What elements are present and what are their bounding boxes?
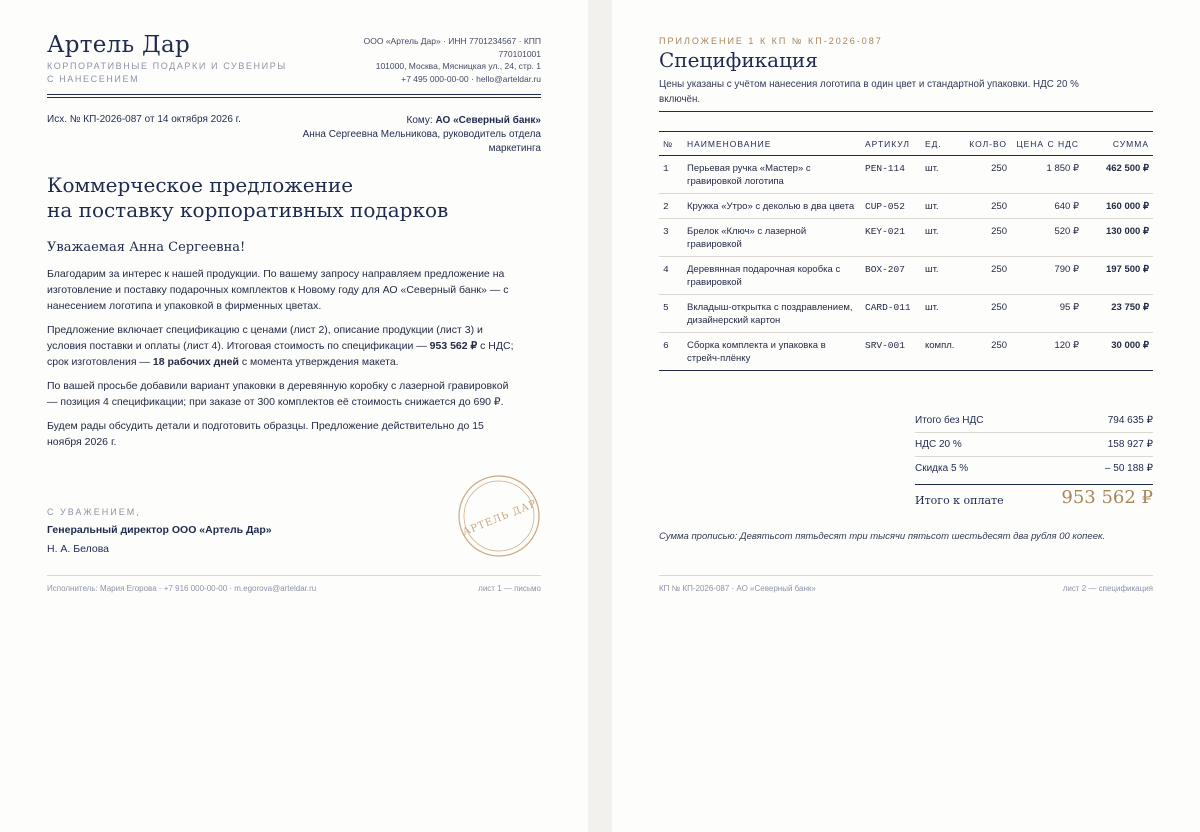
cell-sum: 130 000 ₽ xyxy=(1083,219,1153,257)
subtotal-label: Итого без НДС xyxy=(915,415,984,426)
cell-name: Брелок «Ключ» с лазерной гравировкой xyxy=(683,219,861,257)
discount-label: Скидка 5 % xyxy=(915,463,969,474)
stamp-text: АРТЕЛЬ ДАР xyxy=(461,498,539,539)
paragraph-intro: Благодарим за интерес к нашей продукции. По вашему запросу направляем предложение на изготовление и поставку подарочных комплектов к Новому году для АО «Северный банк» — с нанесением логотипа и упаковкой в фирменных цветах. xyxy=(47,268,509,312)
recipient-company: АО «Северный банк» xyxy=(435,115,541,126)
cell-number: 3 xyxy=(659,219,683,257)
cell-qty: 250 xyxy=(961,156,1011,194)
col-header-name: НАИМЕНОВАНИЕ xyxy=(683,132,861,156)
table-row xyxy=(659,333,1153,371)
col-header-price: ЦЕНА С НДС xyxy=(1011,132,1083,156)
company-requisites xyxy=(351,35,541,85)
cell-name: Кружка «Утро» с деколью в два цвета xyxy=(683,194,861,219)
cell-qty: 250 xyxy=(961,295,1011,333)
vat-label: НДС 20 % xyxy=(915,439,962,450)
cell-qty: 250 xyxy=(961,257,1011,295)
spec-table xyxy=(659,131,1153,371)
appendix-label: ПРИЛОЖЕНИЕ 1 К КП № КП-2026-087 xyxy=(659,36,883,46)
cell-sum: 462 500 ₽ xyxy=(1083,156,1153,194)
grand-total-label: Итого к оплате xyxy=(915,494,1004,507)
subtotal-row xyxy=(915,410,1153,433)
cell-qty: 250 xyxy=(961,333,1011,371)
grand-total-value: 953 562 ₽ xyxy=(1061,487,1153,508)
cell-name: Сборка комплекта и упаковка в стрейч-плёнку xyxy=(683,333,861,371)
table-row xyxy=(659,194,1153,219)
letter-page xyxy=(0,0,588,832)
cell-price: 790 ₽ xyxy=(1011,257,1083,295)
cell-number: 4 xyxy=(659,257,683,295)
cell-sum: 197 500 ₽ xyxy=(1083,257,1153,295)
recipient-person: Анна Сергеевна Мельникова, руководитель отдела маркетинга xyxy=(302,129,541,154)
sign-position: Генеральный директор ООО «Артель Дар» xyxy=(47,524,272,536)
cell-unit: шт. xyxy=(921,219,961,257)
outgoing-reference: Исх. № КП-2026-087 от 14 октября 2026 г. xyxy=(47,114,241,125)
sign-caption: С УВАЖЕНИЕМ, xyxy=(47,507,141,517)
letter-title xyxy=(47,173,448,223)
cell-price: 640 ₽ xyxy=(1011,194,1083,219)
vat-value: 158 927 ₽ xyxy=(1107,439,1153,450)
header-divider xyxy=(47,94,541,98)
cell-sku: KEY-021 xyxy=(861,219,921,257)
footer-divider xyxy=(659,575,1153,576)
cell-unit: шт. xyxy=(921,295,961,333)
amount-in-words: Сумма прописью: Девятьсот пятьдесят три тысячи пятьсот шестьдесят два рубля 00 копеек. xyxy=(659,531,1106,542)
cell-sum: 30 000 ₽ xyxy=(1083,333,1153,371)
col-header-number: № xyxy=(659,132,683,156)
cell-price: 95 ₽ xyxy=(1011,295,1083,333)
cell-number: 1 xyxy=(659,156,683,194)
company-tagline: КОРПОРАТИВНЫЕ ПОДАРКИ И СУВЕНИРЫ С НАНЕСЕНИЕМ xyxy=(47,61,287,84)
cell-sku: PEN-114 xyxy=(861,156,921,194)
col-header-sum: СУММА xyxy=(1083,132,1153,156)
sign-name: Н. А. Белова xyxy=(47,543,110,555)
requisites-line: ООО «Артель Дар» · ИНН 7701234567 · КПП 770101001 xyxy=(363,36,541,59)
footer-divider xyxy=(47,575,541,576)
company-stamp xyxy=(457,474,541,558)
letter-title-line: Коммерческое предложение xyxy=(47,173,354,197)
col-header-unit: ЕД. xyxy=(921,132,961,156)
total-amount: 953 562 ₽ xyxy=(429,340,478,352)
cell-number: 6 xyxy=(659,333,683,371)
cell-unit: компл. xyxy=(921,333,961,371)
col-header-qty: КОЛ-ВО xyxy=(961,132,1011,156)
greeting: Уважаемая Анна Сергеевна! xyxy=(47,240,246,255)
table-row xyxy=(659,156,1153,194)
spec-note: Цены указаны с учётом нанесения логотипа в один цвет и стандартной упаковки. НДС 20 % включён. xyxy=(659,79,1079,105)
paragraph-text: с момента утверждения макета. xyxy=(241,356,399,368)
recipient-block xyxy=(281,114,541,156)
vat-row xyxy=(915,434,1153,457)
requisites-line: 101000, Москва, Мясницкая ул., 24, стр. 1 xyxy=(375,61,541,71)
paragraph-packaging: По вашей просьбе добавили вариант упаковки в деревянную коробку с лазерной гравировкой — позиция 4 спецификации; при заказе от 300 комплектов её стоимость снижается до 690 ₽. xyxy=(47,380,509,408)
footer-page-label: лист 2 — спецификация xyxy=(1062,584,1153,593)
cell-name: Перьевая ручка «Мастер» с гравировкой логотипа xyxy=(683,156,861,194)
cell-sum: 23 750 ₽ xyxy=(1083,295,1153,333)
cell-unit: шт. xyxy=(921,194,961,219)
footer-page-label: лист 1 — письмо xyxy=(478,584,541,593)
cell-price: 1 850 ₽ xyxy=(1011,156,1083,194)
cell-price: 120 ₽ xyxy=(1011,333,1083,371)
paragraph-contents xyxy=(47,322,517,370)
cell-name: Деревянная подарочная коробка с гравировкой xyxy=(683,257,861,295)
cell-price: 520 ₽ xyxy=(1011,219,1083,257)
col-header-sku: АРТИКУЛ xyxy=(861,132,921,156)
company-brand: Артель Дар xyxy=(47,32,191,58)
spec-page xyxy=(612,0,1200,832)
paragraph-closing: Будем рады обсудить детали и подготовить образцы. Предложение действительно до 15 ноября 2026 г. xyxy=(47,420,484,448)
paragraph-text: Предложение включает спецификацию с ценами (лист 2), описание продукции (лист 3) и условия поставки и оплаты (лист 4). Итоговая стоимость по спецификации — xyxy=(47,324,483,352)
cell-number: 5 xyxy=(659,295,683,333)
cell-unit: шт. xyxy=(921,156,961,194)
cell-sku: CARD-011 xyxy=(861,295,921,333)
cell-sku: BOX-207 xyxy=(861,257,921,295)
grand-total-row xyxy=(915,484,1153,514)
requisites-line: +7 495 000-00-00 · hello@arteldar.ru xyxy=(401,73,541,84)
footer-reference: КП № КП-2026-087 · АО «Северный банк» xyxy=(659,584,816,593)
discount-row xyxy=(915,458,1153,481)
cell-sku: CUP-052 xyxy=(861,194,921,219)
cell-qty: 250 xyxy=(961,219,1011,257)
spec-divider xyxy=(659,111,1153,112)
production-term: 18 рабочих дней xyxy=(152,356,239,368)
table-header-row xyxy=(659,132,1153,156)
footer-contact: Исполнитель: Мария Егорова · +7 916 000-00-00 · m.egorova@arteldar.ru xyxy=(47,584,317,593)
discount-value: – 50 188 ₽ xyxy=(1104,463,1153,474)
cell-unit: шт. xyxy=(921,257,961,295)
letter-title-line: на поставку корпоративных подарков xyxy=(47,198,449,222)
table-row xyxy=(659,219,1153,257)
cell-sku: SRV-001 xyxy=(861,333,921,371)
paragraph-text: с НДС; срок изготовления — xyxy=(47,340,514,368)
spec-title: Спецификация xyxy=(659,48,818,72)
subtotal-value: 794 635 ₽ xyxy=(1107,415,1153,426)
cell-qty: 250 xyxy=(961,194,1011,219)
recipient-label: Кому: xyxy=(406,115,433,126)
table-row xyxy=(659,257,1153,295)
table-row xyxy=(659,295,1153,333)
cell-number: 2 xyxy=(659,194,683,219)
cell-name: Вкладыш-открытка с поздравлением, дизайнерский картон xyxy=(683,295,861,333)
cell-sum: 160 000 ₽ xyxy=(1083,194,1153,219)
